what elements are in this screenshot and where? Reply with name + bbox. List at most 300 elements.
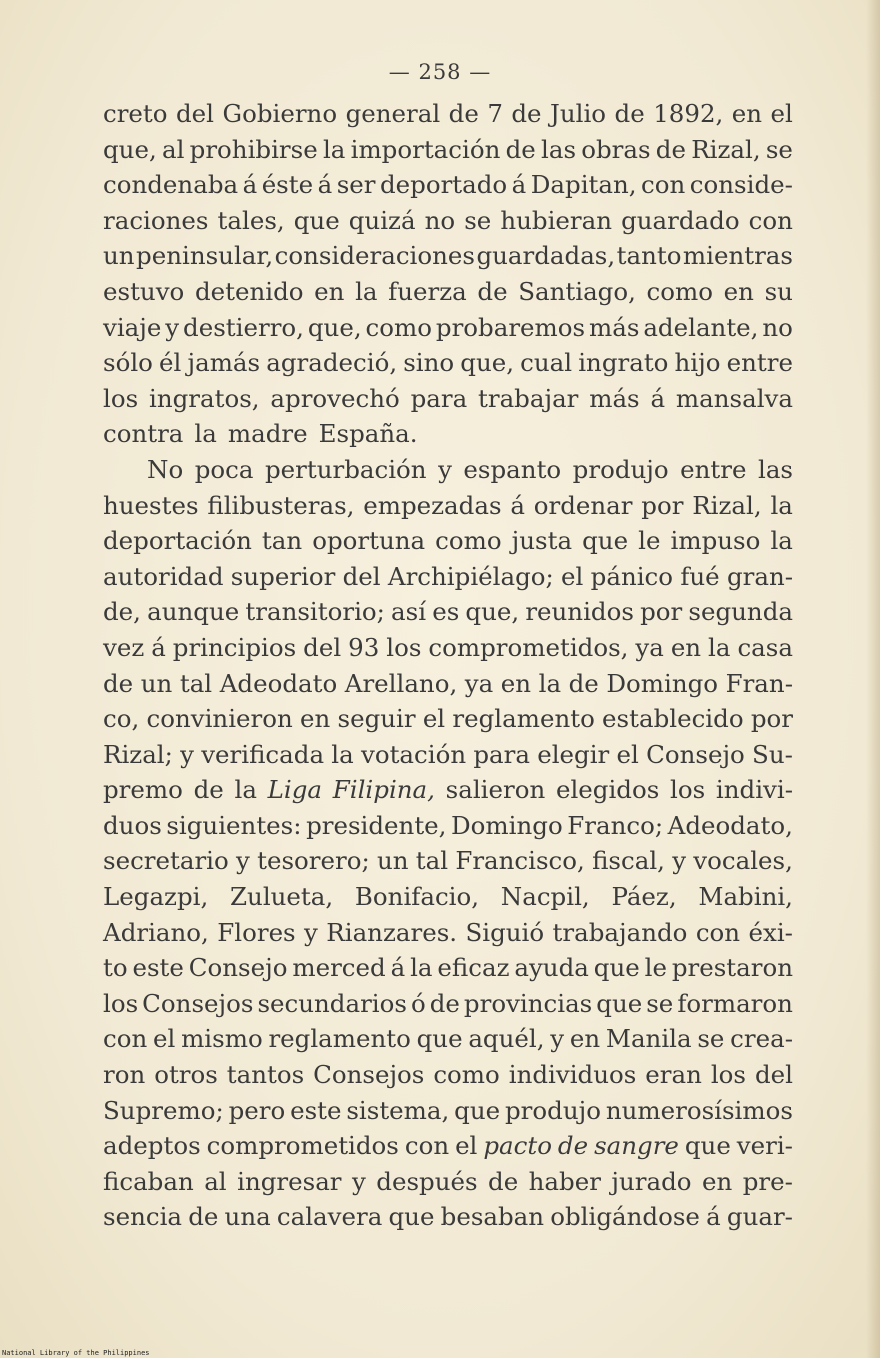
word: no [762,312,793,342]
word: á [706,1202,721,1232]
word: calavera [276,1202,383,1232]
word: Archipiélago; [387,561,554,591]
word: mansalva [675,383,793,413]
word: poca [194,454,254,484]
text-line [103,808,793,844]
word: se [646,988,674,1018]
word: 1892, [653,99,724,128]
text-line [103,96,793,132]
word: co, [103,704,140,734]
text-line [103,238,793,274]
word: que, [460,348,515,378]
word: huestes [103,490,199,520]
word: España. [318,419,418,449]
word: los [670,775,706,805]
word: adelante, [643,312,759,342]
word: que [293,205,340,235]
word: que, [103,134,157,164]
word: entre [726,348,793,378]
word: á [151,632,166,662]
text-line [103,772,793,808]
word: en [701,1166,733,1196]
word: ingratos, [149,383,260,413]
word: obligándose [550,1202,700,1232]
word: comprometidos [206,1131,399,1161]
word: que [454,1095,501,1125]
word: que, [465,597,520,627]
word: premo [103,775,183,805]
word: madre [227,419,308,449]
word: guar- [726,1202,793,1232]
word: que [593,953,640,983]
word: trabajando [552,917,688,947]
word: él [159,348,182,378]
word: Fran- [725,668,793,698]
word: como [365,312,432,342]
word: la [770,526,793,556]
word: pánico [590,561,674,591]
word: votación [360,739,467,769]
word: elegir [537,739,610,769]
word: más [589,312,640,342]
word: pre- [742,1166,793,1196]
word: jurado [611,1166,692,1196]
word: para [410,383,468,413]
word: el [422,704,446,734]
word: perturbación [264,454,427,484]
word: Francisco, [455,846,585,876]
word: eran [645,1060,702,1090]
word: Santiago, [518,276,636,306]
text-line [103,986,793,1022]
word: los [103,383,139,413]
word: un [140,668,173,698]
word: á [242,170,258,200]
text-line [103,310,793,346]
word: seguir [337,704,416,734]
word: pero [228,1095,286,1125]
word: establecido [602,704,744,734]
word: la [331,739,354,769]
word: transitorio; [245,597,385,627]
word: estuvo [103,276,185,306]
word: probaremos [435,312,586,342]
word: hubieran [500,205,613,235]
word: quizá [348,205,416,235]
word: que, [307,312,362,342]
word: ó [410,988,426,1018]
word: con [641,170,686,200]
word: la [708,632,731,662]
word: Adriano, [103,917,209,947]
word: éste [261,170,314,200]
word: Filipina, [332,775,435,805]
word: del [754,1060,793,1090]
word: en [314,276,345,306]
word: aunque [147,597,240,627]
word: contra [103,419,184,449]
text-line [103,666,793,702]
word: creto [103,99,168,128]
word: peninsular, [136,241,274,271]
word: fuerza [388,276,467,306]
word: con [748,205,793,235]
word: este [290,1095,342,1125]
body-text [103,96,793,1235]
word: individuos [508,1060,637,1090]
word: en [723,276,754,306]
word: á [390,953,406,983]
word: general [345,99,441,128]
page-edge-shadow [866,0,880,1358]
word: jamás [187,348,261,378]
text-line [103,630,793,666]
word: por [750,704,793,734]
text-line [103,345,793,381]
word: en [300,704,331,734]
word: casa [737,632,793,662]
word: y [351,1166,366,1196]
text-line [103,1057,793,1093]
word: filibusteras, [207,490,355,520]
word: al [161,134,185,164]
word: Domingo [606,668,719,698]
text-line [103,1021,793,1057]
word: tanto [616,241,682,271]
word: convinieron [146,704,293,734]
word: comprometidos, [428,632,629,662]
word: se [464,205,492,235]
text-line [103,452,793,488]
word: verificada [201,739,325,769]
word: empezadas [363,490,502,520]
word: y [180,739,194,769]
word: al [204,1166,227,1196]
word: tal [179,668,213,698]
word: la [410,953,433,983]
word: raciones [103,205,209,235]
word: Flores [217,917,296,947]
word: Gobierno [222,99,338,128]
word: cual [520,348,573,378]
word: las [541,134,577,164]
word: Consejo [188,953,288,983]
word: mientras [682,241,793,271]
word: de [568,668,599,698]
word: más [589,383,640,413]
word: ingresar [237,1166,342,1196]
word: Bonifacio, [354,882,480,912]
word: deportado [379,170,508,200]
library-footer: National Library of the Philippines [2,1349,150,1357]
word: en [500,668,532,698]
text-line [103,132,793,168]
word: á [510,490,525,520]
word: Domingo [451,810,563,840]
word: reglamento [452,704,595,734]
word: detenido [194,276,304,306]
word: Julio [550,99,607,128]
word: formaron [677,988,793,1018]
word: provincias [463,988,593,1018]
word: la [194,419,217,449]
word: condenaba [103,170,239,200]
word: ingrato [578,348,669,378]
word: trabajar [478,383,579,413]
text-line [103,381,793,417]
word: á [511,170,527,200]
word: to [103,953,128,983]
word: Zulueta, [230,882,334,912]
word: guardado [621,205,740,235]
word: que [388,1202,435,1232]
word: los [103,988,139,1018]
word: de [477,276,508,306]
word: consideraciones [274,241,475,271]
word: gran- [726,561,793,591]
word: un [376,846,409,876]
word: presidente, [306,810,447,840]
word: Liga [267,775,323,805]
word: con [103,1024,148,1054]
text-line [103,559,793,595]
text-line [103,1128,793,1164]
word: Páez, [611,882,677,912]
word: Dapitan, [530,170,637,200]
word: pacto [483,1131,552,1161]
word: entre [680,454,747,484]
word: las [757,454,793,484]
word: duos [103,810,162,840]
word: tales, [217,205,285,235]
word: el [561,561,584,591]
word: ordenar [533,490,633,520]
word: produjo [572,454,669,484]
word: mismo [181,1024,263,1054]
word: de [103,668,134,698]
word: del [342,561,381,591]
word: espanto [463,454,562,484]
word: reunidos [525,597,634,627]
word: Rizal, [691,134,761,164]
word: la [322,134,346,164]
word: ficaban [103,1166,194,1196]
word: Rianzares. [326,917,458,947]
word: eficaz [437,953,510,983]
word: de [448,99,479,128]
text-line [103,950,793,986]
word: se [697,1024,725,1054]
word: Manila [605,1024,692,1054]
word: justa [511,526,573,556]
word: y [165,312,180,342]
word: un [103,241,135,271]
word: de [557,1131,589,1161]
word: ya [464,668,494,698]
word: prestaron [671,953,793,983]
word: ron [103,1060,146,1090]
word: conside- [689,170,793,200]
text-line [103,523,793,559]
word: Consejo [646,739,745,769]
word: oportuna [312,526,426,556]
word: á [650,383,666,413]
word: éxi- [748,917,793,947]
word: para [473,739,530,769]
word: Legazpi, [103,882,209,912]
word: de [655,134,686,164]
word: sino [403,348,455,378]
word: aprovechó [270,383,400,413]
page-number: — 258 — [388,60,492,84]
word: de [505,134,536,164]
word: Rizal; [103,739,173,769]
word: el [770,99,793,128]
word: su [764,276,793,306]
word: fué [680,561,720,591]
word: una [224,1202,271,1232]
text-line [103,274,793,310]
word: otros [154,1060,218,1090]
word: el [455,1131,478,1161]
text-line [103,1199,793,1235]
word: el [616,739,639,769]
text-line [103,416,793,452]
word: veri- [736,1131,793,1161]
word: en [670,632,702,662]
word: de [193,775,224,805]
word: la [355,276,378,306]
word: es [432,597,460,627]
word: por [641,490,684,520]
word: Nacpil, [500,882,590,912]
word: este [132,953,184,983]
word: Su- [752,739,793,769]
word: de, [103,597,141,627]
word: guardadas, [476,241,616,271]
word: del [303,632,342,662]
word: le [644,953,667,983]
word: de [511,99,542,128]
text-line [103,915,793,951]
word: se [765,134,793,164]
word: numerosísimos [605,1095,793,1125]
word: le [638,526,661,556]
word: produjo [505,1095,601,1125]
word: impuso [670,526,761,556]
word: obras [581,134,651,164]
word: Rizal, [692,490,762,520]
word: no [424,205,456,235]
word: vocales, [693,846,793,876]
word: agradeció, [266,348,398,378]
word: autoridad [103,561,224,591]
text-line [103,1164,793,1200]
word: reglamento [268,1024,411,1054]
word: principios [172,632,297,662]
word: por [640,597,683,627]
word: elegidos [555,775,660,805]
text-line [103,737,793,773]
word: segunda [688,597,793,627]
word: siguientes: [166,810,302,840]
word: como [435,526,502,556]
word: 93 [348,632,380,662]
word: y [672,846,687,876]
word: como [433,1060,500,1090]
word: como [646,276,714,306]
word: la [234,775,257,805]
word: con [695,917,741,947]
word: Mabini, [698,882,793,912]
word: Adeodato [219,668,338,698]
text-line [103,843,793,879]
word: prohibirse [189,134,318,164]
word: Adeodato, [667,810,793,840]
word: de [188,1202,219,1232]
word: salieron [445,775,546,805]
word: y [304,917,318,947]
word: Consejos [142,988,254,1018]
word: crea- [730,1024,793,1054]
text-line [103,701,793,737]
word: deportación [103,526,252,556]
word: de [614,99,645,128]
word: tesorero; [257,846,370,876]
word: en [731,99,763,128]
word: sólo [103,348,153,378]
word: tal [415,846,449,876]
word: después [376,1166,478,1196]
word: que [582,526,629,556]
text-line [103,594,793,630]
word: fiscal, [592,846,665,876]
word: ser [336,170,376,200]
word: que [684,1131,731,1161]
word: y [236,846,250,876]
word: Franco; [567,810,664,840]
word: 7 [487,99,503,128]
word: besaban [440,1202,545,1232]
word: el [153,1024,176,1054]
text-line [103,1093,793,1129]
word: y [438,454,452,484]
word: tantos [226,1060,305,1090]
word: aquél, [468,1024,545,1054]
word: superior [230,561,336,591]
word: ya [635,632,664,662]
word: haber [528,1166,601,1196]
word: del [176,99,215,128]
word: y [550,1024,565,1054]
word: á [317,170,333,200]
word: que [416,1024,463,1054]
word: secretario [103,846,229,876]
word: Siguió [465,917,545,947]
word: hijo [674,348,721,378]
word: los [386,632,422,662]
word: merced [292,953,386,983]
text-line [103,203,793,239]
text-line [103,488,793,524]
word: Arellano, [344,668,458,698]
word: los [710,1060,746,1090]
word: que [596,988,643,1018]
word: importación [350,134,501,164]
word: sistema, [346,1095,450,1125]
word: en [569,1024,601,1054]
word: la [538,668,562,698]
